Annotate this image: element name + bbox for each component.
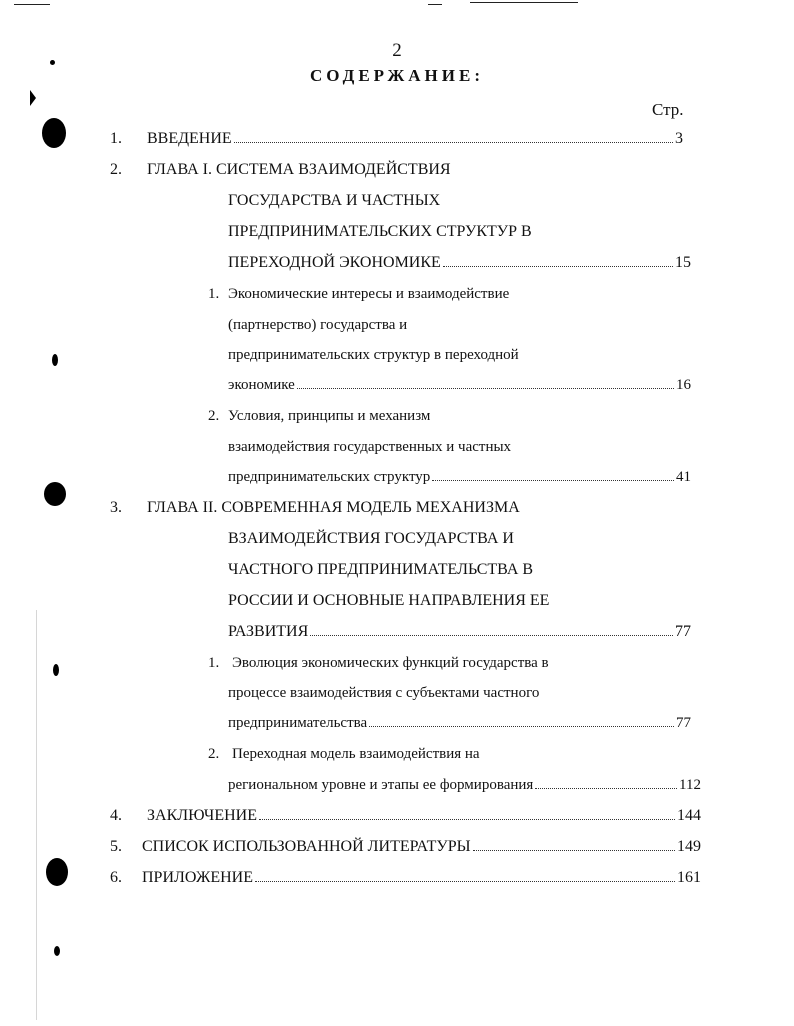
toc-entry-chapter-2-last[interactable] <box>228 620 691 644</box>
toc-sub-number: 1. <box>208 655 220 671</box>
toc-entry-chapter-1-line[interactable]: ПРЕДПРИНИМАТЕЛЬСКИХ СТРУКТУР В <box>228 223 532 240</box>
scan-mark-top-left <box>14 4 50 5</box>
punch-hole-mark <box>44 482 66 506</box>
toc-page: 144 <box>677 807 701 824</box>
page-title: СОДЕРЖАНИЕ: <box>309 66 484 85</box>
toc-sub-last[interactable] <box>228 773 701 797</box>
toc-entry-chapter-1-last[interactable] <box>228 251 691 275</box>
toc-sub-last[interactable] <box>228 711 691 735</box>
toc-sub-line[interactable]: процессе взаимодействия с субъектами частного <box>228 685 540 701</box>
toc-page: 161 <box>677 869 701 886</box>
punch-hole-mark <box>30 90 36 106</box>
toc-entry-appendix[interactable] <box>142 866 701 890</box>
toc-sub-last[interactable] <box>228 373 691 397</box>
toc-entry-text: ПРИЛОЖЕНИЕ <box>142 869 254 886</box>
toc-number: 5. <box>110 838 122 855</box>
punch-hole-mark <box>42 118 66 148</box>
toc-entry-text: предпринимательства <box>228 715 368 731</box>
toc-number: 4. <box>110 807 122 824</box>
toc-page: 112 <box>679 777 701 793</box>
dot-leader <box>310 635 673 636</box>
punch-hole-mark <box>53 664 59 676</box>
toc-entry-text: СПИСОК ИСПОЛЬЗОВАННОЙ ЛИТЕРАТУРЫ <box>142 838 471 855</box>
toc-entry-text: РАЗВИТИЯ <box>228 623 309 640</box>
toc-entry-text: ЗАКЛЮЧЕНИЕ <box>147 807 257 824</box>
toc-entry-text: экономике <box>228 377 295 393</box>
dot-leader <box>255 881 675 882</box>
toc-page: 15 <box>675 254 691 271</box>
dot-leader <box>432 480 674 481</box>
toc-number: 3. <box>110 499 122 516</box>
toc-sub-line[interactable]: Переходная модель взаимодействия на <box>232 746 480 762</box>
toc-number: 2. <box>110 161 122 178</box>
dot-leader <box>535 788 677 789</box>
toc-page: 77 <box>676 715 691 731</box>
dot-leader <box>234 142 673 143</box>
margin-line <box>36 610 37 1020</box>
toc-entry-bibliography[interactable] <box>142 835 701 859</box>
toc-sub-line[interactable]: (партнерство) государства и <box>228 317 408 333</box>
toc-entry-text: предпринимательских структур <box>228 469 431 485</box>
dot-leader <box>297 388 674 389</box>
toc-entry-chapter-2-line[interactable]: ВЗАИМОДЕЙСТВИЯ ГОСУДАРСТВА И <box>228 530 514 547</box>
scan-mark-top-mid <box>428 4 442 5</box>
toc-page: 16 <box>676 377 691 393</box>
toc-entry-chapter-2-line[interactable]: ЧАСТНОГО ПРЕДПРИНИМАТЕЛЬСТВА В <box>228 561 534 578</box>
toc-entry-chapter-2-line[interactable]: ГЛАВА II. СОВРЕМЕННАЯ МОДЕЛЬ МЕХАНИЗМА <box>147 499 520 516</box>
dot-leader <box>369 726 674 727</box>
toc-sub-number: 1. <box>208 286 220 302</box>
toc-entry-text: ПЕРЕХОДНОЙ ЭКОНОМИКЕ <box>228 254 441 271</box>
toc-sub-number: 2. <box>208 746 220 762</box>
toc-number: 1. <box>110 130 122 147</box>
toc-page: 41 <box>676 469 691 485</box>
toc-sub-line[interactable]: взаимодействия государственных и частных <box>228 439 512 455</box>
toc-page: 149 <box>677 838 701 855</box>
toc-entry-chapter-2-line[interactable]: РОССИИ И ОСНОВНЫЕ НАПРАВЛЕНИЯ ЕЕ <box>228 592 550 609</box>
punch-hole-mark <box>54 946 60 956</box>
toc-sub-line[interactable]: предпринимательских структур в переходной <box>228 347 519 363</box>
toc-sub-last[interactable] <box>228 465 691 489</box>
toc-number: 6. <box>110 869 122 886</box>
page-number: 2 <box>392 40 402 61</box>
dot-leader <box>259 819 675 820</box>
page-column-label: Стр. <box>652 100 684 119</box>
toc-page: 3 <box>675 130 683 147</box>
punch-hole-mark <box>52 354 58 366</box>
toc-entry-text: ВВЕДЕНИЕ <box>147 130 232 147</box>
toc-entry-conclusion[interactable] <box>147 804 701 828</box>
punch-hole-mark <box>46 858 68 886</box>
dot-leader <box>443 266 673 267</box>
toc-sub-number: 2. <box>208 408 220 424</box>
toc-entry-chapter-1-line[interactable]: ГЛАВА I. СИСТЕМА ВЗАИМОДЕЙСТВИЯ <box>147 161 451 178</box>
toc-page: 77 <box>675 623 691 640</box>
toc-entry-text: региональном уровне и этапы ее формирования <box>228 777 534 793</box>
toc-sub-line[interactable]: Экономические интересы и взаимодействие <box>228 286 510 302</box>
toc-entry-intro[interactable] <box>147 127 683 151</box>
dot-leader <box>473 850 675 851</box>
scan-mark-top-right <box>470 2 578 3</box>
toc-sub-line[interactable]: Условия, принципы и механизм <box>228 408 431 424</box>
toc-entry-chapter-1-line[interactable]: ГОСУДАРСТВА И ЧАСТНЫХ <box>228 192 441 209</box>
toc-sub-line[interactable]: Эволюция экономических функций государства в <box>232 655 549 671</box>
